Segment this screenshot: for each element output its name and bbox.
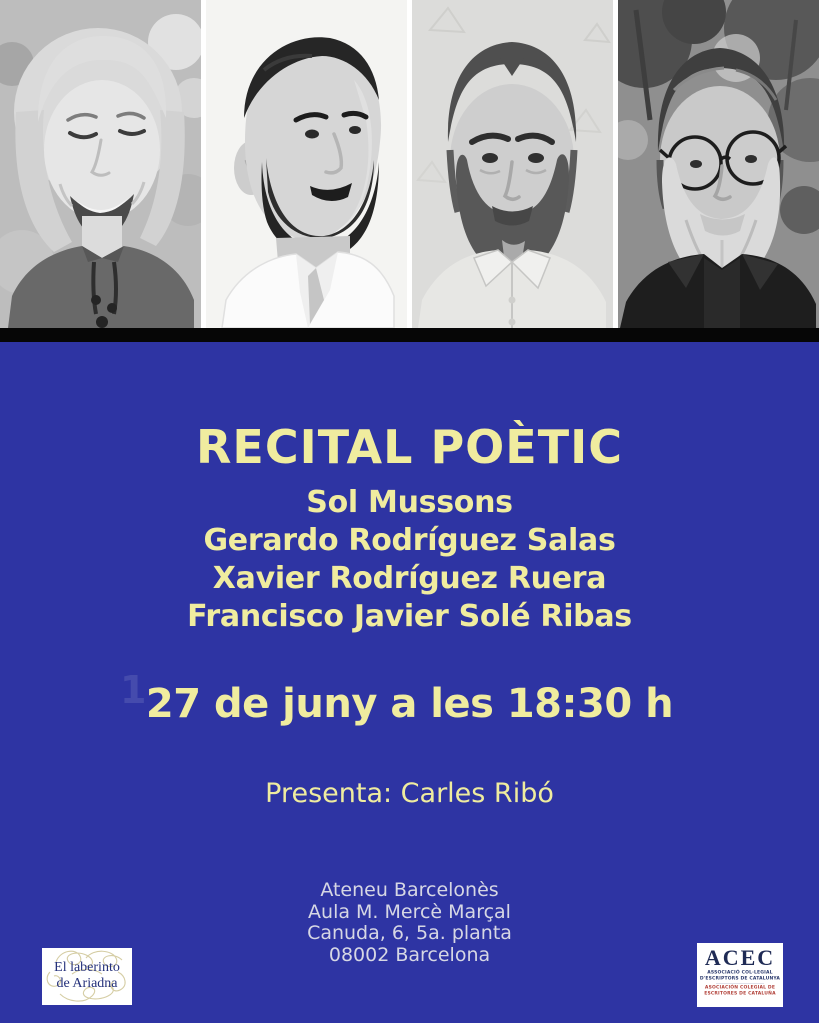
acec-small-text <box>697 970 783 997</box>
venue-line: Ateneu Barcelonès <box>320 879 499 901</box>
acec-catalan-line1: ASSOCIACIÓ COL·LEGIAL <box>707 970 773 975</box>
event-datetime: 27 de juny a les 18:30 h <box>145 681 674 727</box>
venue-line: Aula M. Mercè Marçal <box>308 900 511 923</box>
ghost-watermark-digit: 1 <box>120 668 147 712</box>
poet-name: Francisco Javier Solé Ribas <box>187 599 632 634</box>
venue-line: Canuda, 6, 5a. planta <box>307 922 512 944</box>
presenter-line: Presenta: Carles Ribó <box>265 778 554 809</box>
poet-name: Xavier Rodríguez Ruera <box>212 561 607 596</box>
laberinto-logo-text <box>42 948 132 992</box>
portrait-man-glasses-illustration <box>618 0 819 328</box>
event-title: RECITAL POÈTIC <box>196 419 623 474</box>
black-divider <box>0 328 819 342</box>
poster-body <box>0 342 819 1023</box>
acec-acronym: ACEC <box>704 945 776 970</box>
laberinto-logo-line1: El laberinto <box>54 960 120 975</box>
acec-divider-rule <box>716 983 764 984</box>
portrait-man-profile-photo <box>206 0 407 328</box>
poet-list <box>0 484 819 636</box>
portrait-woman-illustration <box>0 0 201 328</box>
acec-spanish-line2: ESCRITORES DE CATALUÑA <box>704 990 776 996</box>
portrait-man-profile-illustration <box>206 0 407 328</box>
poet-name: Gerardo Rodríguez Salas <box>203 523 616 558</box>
poet-name: Sol Mussons <box>306 485 513 520</box>
acec-spanish-line1: ASOCIACIÓN COLEGIAL DE <box>704 985 776 990</box>
venue-line: 08002 Barcelona <box>328 943 491 966</box>
photo-strip <box>0 0 819 328</box>
portrait-woman-photo <box>0 0 201 328</box>
portrait-man-glasses-photo <box>618 0 819 328</box>
acec-catalan-line2: D'ESCRIPTORS DE CATALUNYA <box>699 975 781 981</box>
portrait-man-beard-photo <box>412 0 613 328</box>
portrait-man-beard-illustration <box>412 0 613 328</box>
laberinto-de-ariadna-logo <box>42 948 132 1005</box>
acec-logo <box>697 943 783 1007</box>
laberinto-logo-line2: de Ariadna <box>56 976 118 991</box>
